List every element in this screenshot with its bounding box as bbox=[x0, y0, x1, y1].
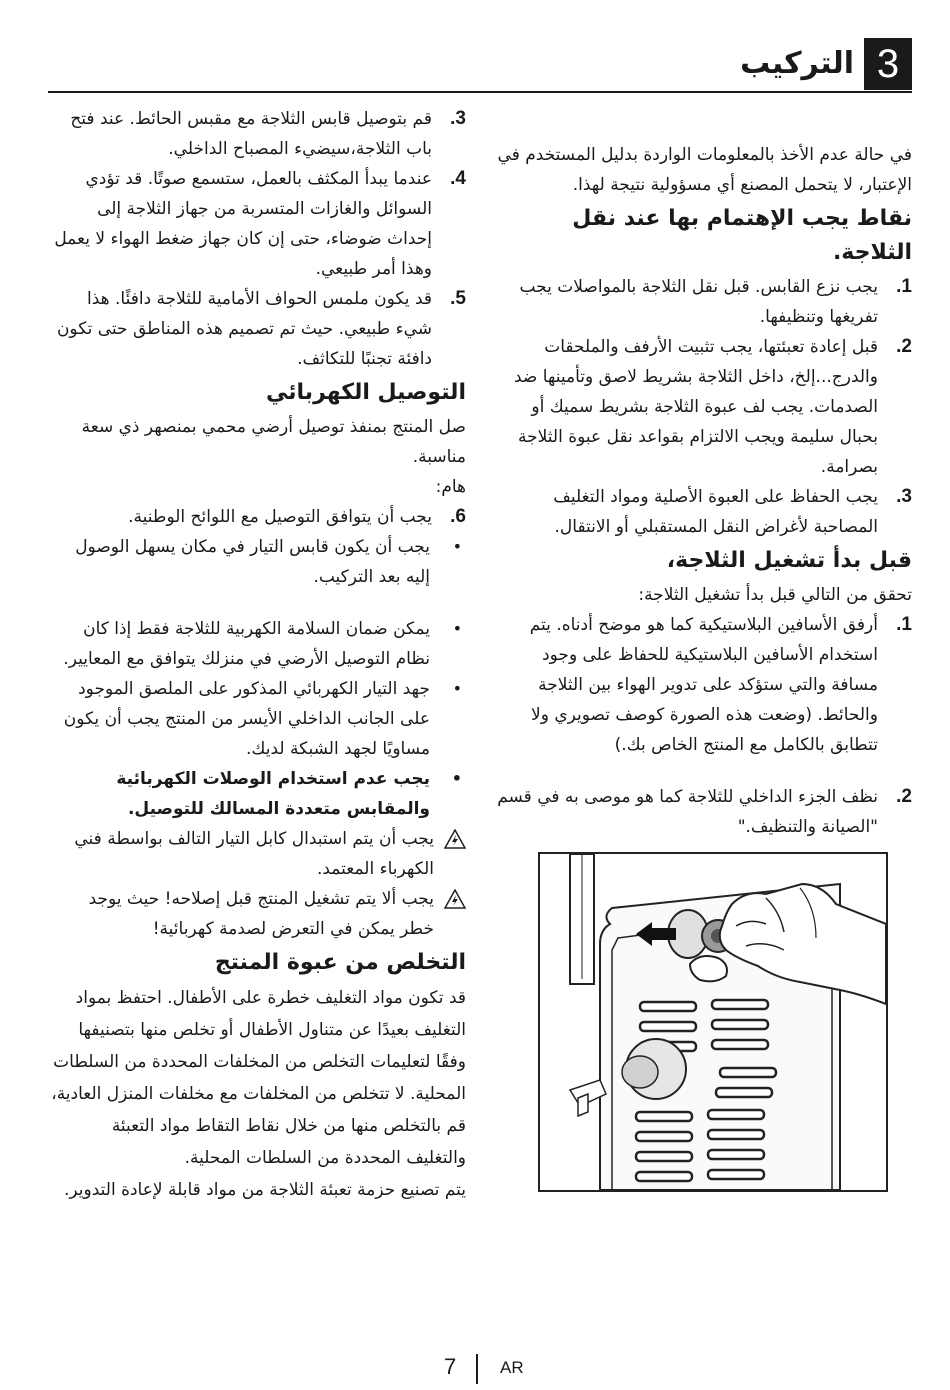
section-header bbox=[48, 38, 912, 92]
item-number: 3. bbox=[450, 108, 466, 129]
bullet-item bbox=[50, 674, 466, 764]
before-operation-heading: قبل بدأ تشغيل الثلاجة، bbox=[666, 548, 912, 573]
list-item bbox=[50, 104, 466, 164]
item-number: 6. bbox=[450, 506, 466, 527]
disposal-heading: التخلص من عبوة المنتج bbox=[214, 950, 466, 975]
list-item bbox=[492, 782, 912, 842]
item-text: يجب أن يتوافق التوصيل مع اللوائح الوطنية. bbox=[128, 507, 432, 527]
electrical-heading: التوصيل الكهربائي bbox=[266, 380, 466, 405]
important-label: هام: bbox=[435, 477, 466, 497]
footer-divider bbox=[476, 1354, 478, 1384]
intro-paragraph: في حالة عدم الأخذ بالمعلومات الواردة بدليل المستخدم في الإعتبار، لا يتحمل المصنع أي مسؤولية نتيجة لهذا. bbox=[497, 145, 912, 195]
list-item bbox=[492, 332, 912, 482]
bullet-text: يمكن ضمان السلامة الكهربية للثلاجة فقط إذا كان نظام التوصيل الأرضي في منزلك يتوافق مع المعايير. bbox=[63, 619, 430, 669]
plastic-wedge-icon bbox=[540, 854, 886, 1190]
page-footer bbox=[0, 1352, 950, 1388]
recycling-paragraph: يتم تصنيع حزمة تعبئة الثلاجة من مواد قابلة لإعادة التدوير. bbox=[64, 1180, 466, 1200]
item-number: 5. bbox=[450, 288, 466, 309]
bullet-item bbox=[50, 614, 466, 674]
item-number: 1. bbox=[896, 276, 912, 297]
item-text: قم بتوصيل قابس الثلاجة مع مقبس الحائط. عند فتح باب الثلاجة،سيضيء المصباح الداخلي. bbox=[70, 109, 432, 159]
section-number-badge: 3 bbox=[864, 38, 912, 90]
transport-heading: نقاط يجب الإهتمام بها عند نقل الثلاجة. bbox=[572, 206, 912, 265]
section-title: التركيب bbox=[740, 46, 854, 81]
item-text: أرفق الأسافين البلاستيكية كما هو موضح أدناه. يتم استخدام الأسافين البلاستيكية للحفاظ على وجود مسافة والتي ستؤكد على تدوير الهواء بين الثلاجة والحائط. (وضعت هذه الصورة كوصف تصويري ولا تتطابق بالكامل مع المنتج الخاص بك.) bbox=[529, 615, 878, 755]
bullet-icon: • bbox=[452, 619, 462, 638]
bullet-text: يجب عدم استخدام الوصلات الكهربائية والمقابس متعددة المسالك للتوصيل. bbox=[116, 769, 430, 819]
header-divider bbox=[48, 91, 912, 93]
list-item bbox=[492, 482, 912, 542]
item-number: 4. bbox=[450, 168, 466, 189]
plastic-wedge-illustration bbox=[538, 852, 888, 1192]
item-number: 3. bbox=[896, 486, 912, 507]
item-number: 2. bbox=[896, 786, 912, 807]
list-item bbox=[50, 284, 466, 374]
electric-shock-warning-icon bbox=[444, 829, 466, 849]
item-number: 1. bbox=[896, 614, 912, 635]
item-text: يجب نزع القابس. قبل نقل الثلاجة بالمواصلات يجب تفريغها وتنظيفها. bbox=[519, 277, 878, 327]
warning-text: يجب أن يتم استبدال كابل التيار التالف بواسطة فني الكهرباء المعتمد. bbox=[74, 829, 434, 879]
disposal-paragraph: قد تكون مواد التغليف خطرة على الأطفال. احتفظ بمواد التغليف بعيدًا عن متناول الأطفال أو تخلص منها بتصنيفها وفقًا لتعليمات التخلص من المخلفات المحددة من السلطات المحلية. لا تتخلص من المخلفات مع مخلفات المنزل العادية، قم بالتخلص منها من خلال نقاط التقاط مواد التعبئة والتغليف المحددة من السلطات المحلية. bbox=[51, 988, 466, 1168]
list-item bbox=[50, 502, 466, 532]
page-number: 7 bbox=[444, 1354, 457, 1379]
language-code: AR bbox=[500, 1358, 524, 1377]
bullet-icon: • bbox=[452, 537, 462, 556]
list-item bbox=[492, 272, 912, 332]
right-column bbox=[492, 140, 912, 842]
list-item bbox=[492, 610, 912, 760]
electric-shock-warning-icon bbox=[444, 889, 466, 909]
bullet-item bbox=[50, 764, 466, 824]
bullet-icon: • bbox=[451, 769, 462, 788]
list-item bbox=[50, 164, 466, 284]
warning-text: يجب ألا يتم تشغيل المنتج قبل إصلاحه! حيث يوجد خطر يمكن في التعرض لصدمة كهربائية! bbox=[88, 889, 434, 939]
bullet-text: جهد التيار الكهربائي المذكور على الملصق الموجود على الجانب الداخلي الأيسر من المنتج يجب أن يكون مساويًا لجهد الشبكة لديك. bbox=[63, 679, 430, 759]
item-text: يجب الحفاظ على العبوة الأصلية ومواد التغليف المصاحبة لأغراض النقل المستقبلي أو الانتقال. bbox=[553, 487, 878, 537]
item-text: قبل إعادة تعبئتها، يجب تثبيت الأرفف والملحقات والدرج...إلخ، داخل الثلاجة بشريط لاصق وتأمينها ضد الصدمات. يجب لف عبوة الثلاجة بشريط سميك أو بحبال سليمة ويجب الالتزام بقواعد نقل عبوة الثلاجة بصرامة. bbox=[513, 337, 878, 477]
bullet-icon: • bbox=[452, 679, 462, 698]
bullet-item bbox=[50, 532, 466, 592]
electrical-intro: صل المنتج بمنفذ توصيل أرضي محمي بمنصهر ذي سعة مناسبة. bbox=[81, 417, 466, 467]
item-number: 2. bbox=[896, 336, 912, 357]
item-text: عندما يبدأ المكثف بالعمل، ستسمع صوتًا. قد تؤدي السوائل والغازات المتسربة من جهاز الثلاجة إلى إحداث ضوضاء، حتى إن كان جهاز ضغط الهواء لا يعمل وهذا أمر طبيعي. bbox=[54, 169, 432, 279]
warning-item bbox=[50, 884, 466, 944]
left-column bbox=[50, 104, 466, 1206]
warning-item bbox=[50, 824, 466, 884]
item-text: قد يكون ملمس الحواف الأمامية للثلاجة دافئًا. هذا شيء طبيعي. حيث تم تصميم هذه المناطق حتى تكون دافئة تجنبًا للتكاثف. bbox=[56, 289, 432, 369]
before-operation-subheading: تحقق من التالي قبل بدأ تشغيل الثلاجة: bbox=[638, 585, 912, 605]
bullet-text: يجب أن يكون قابس التيار في مكان يسهل الوصول إليه بعد التركيب. bbox=[75, 537, 430, 587]
item-text: نظف الجزء الداخلي للثلاجة كما هو موصى به في قسم "الصيانة والتنظيف." bbox=[497, 787, 878, 837]
